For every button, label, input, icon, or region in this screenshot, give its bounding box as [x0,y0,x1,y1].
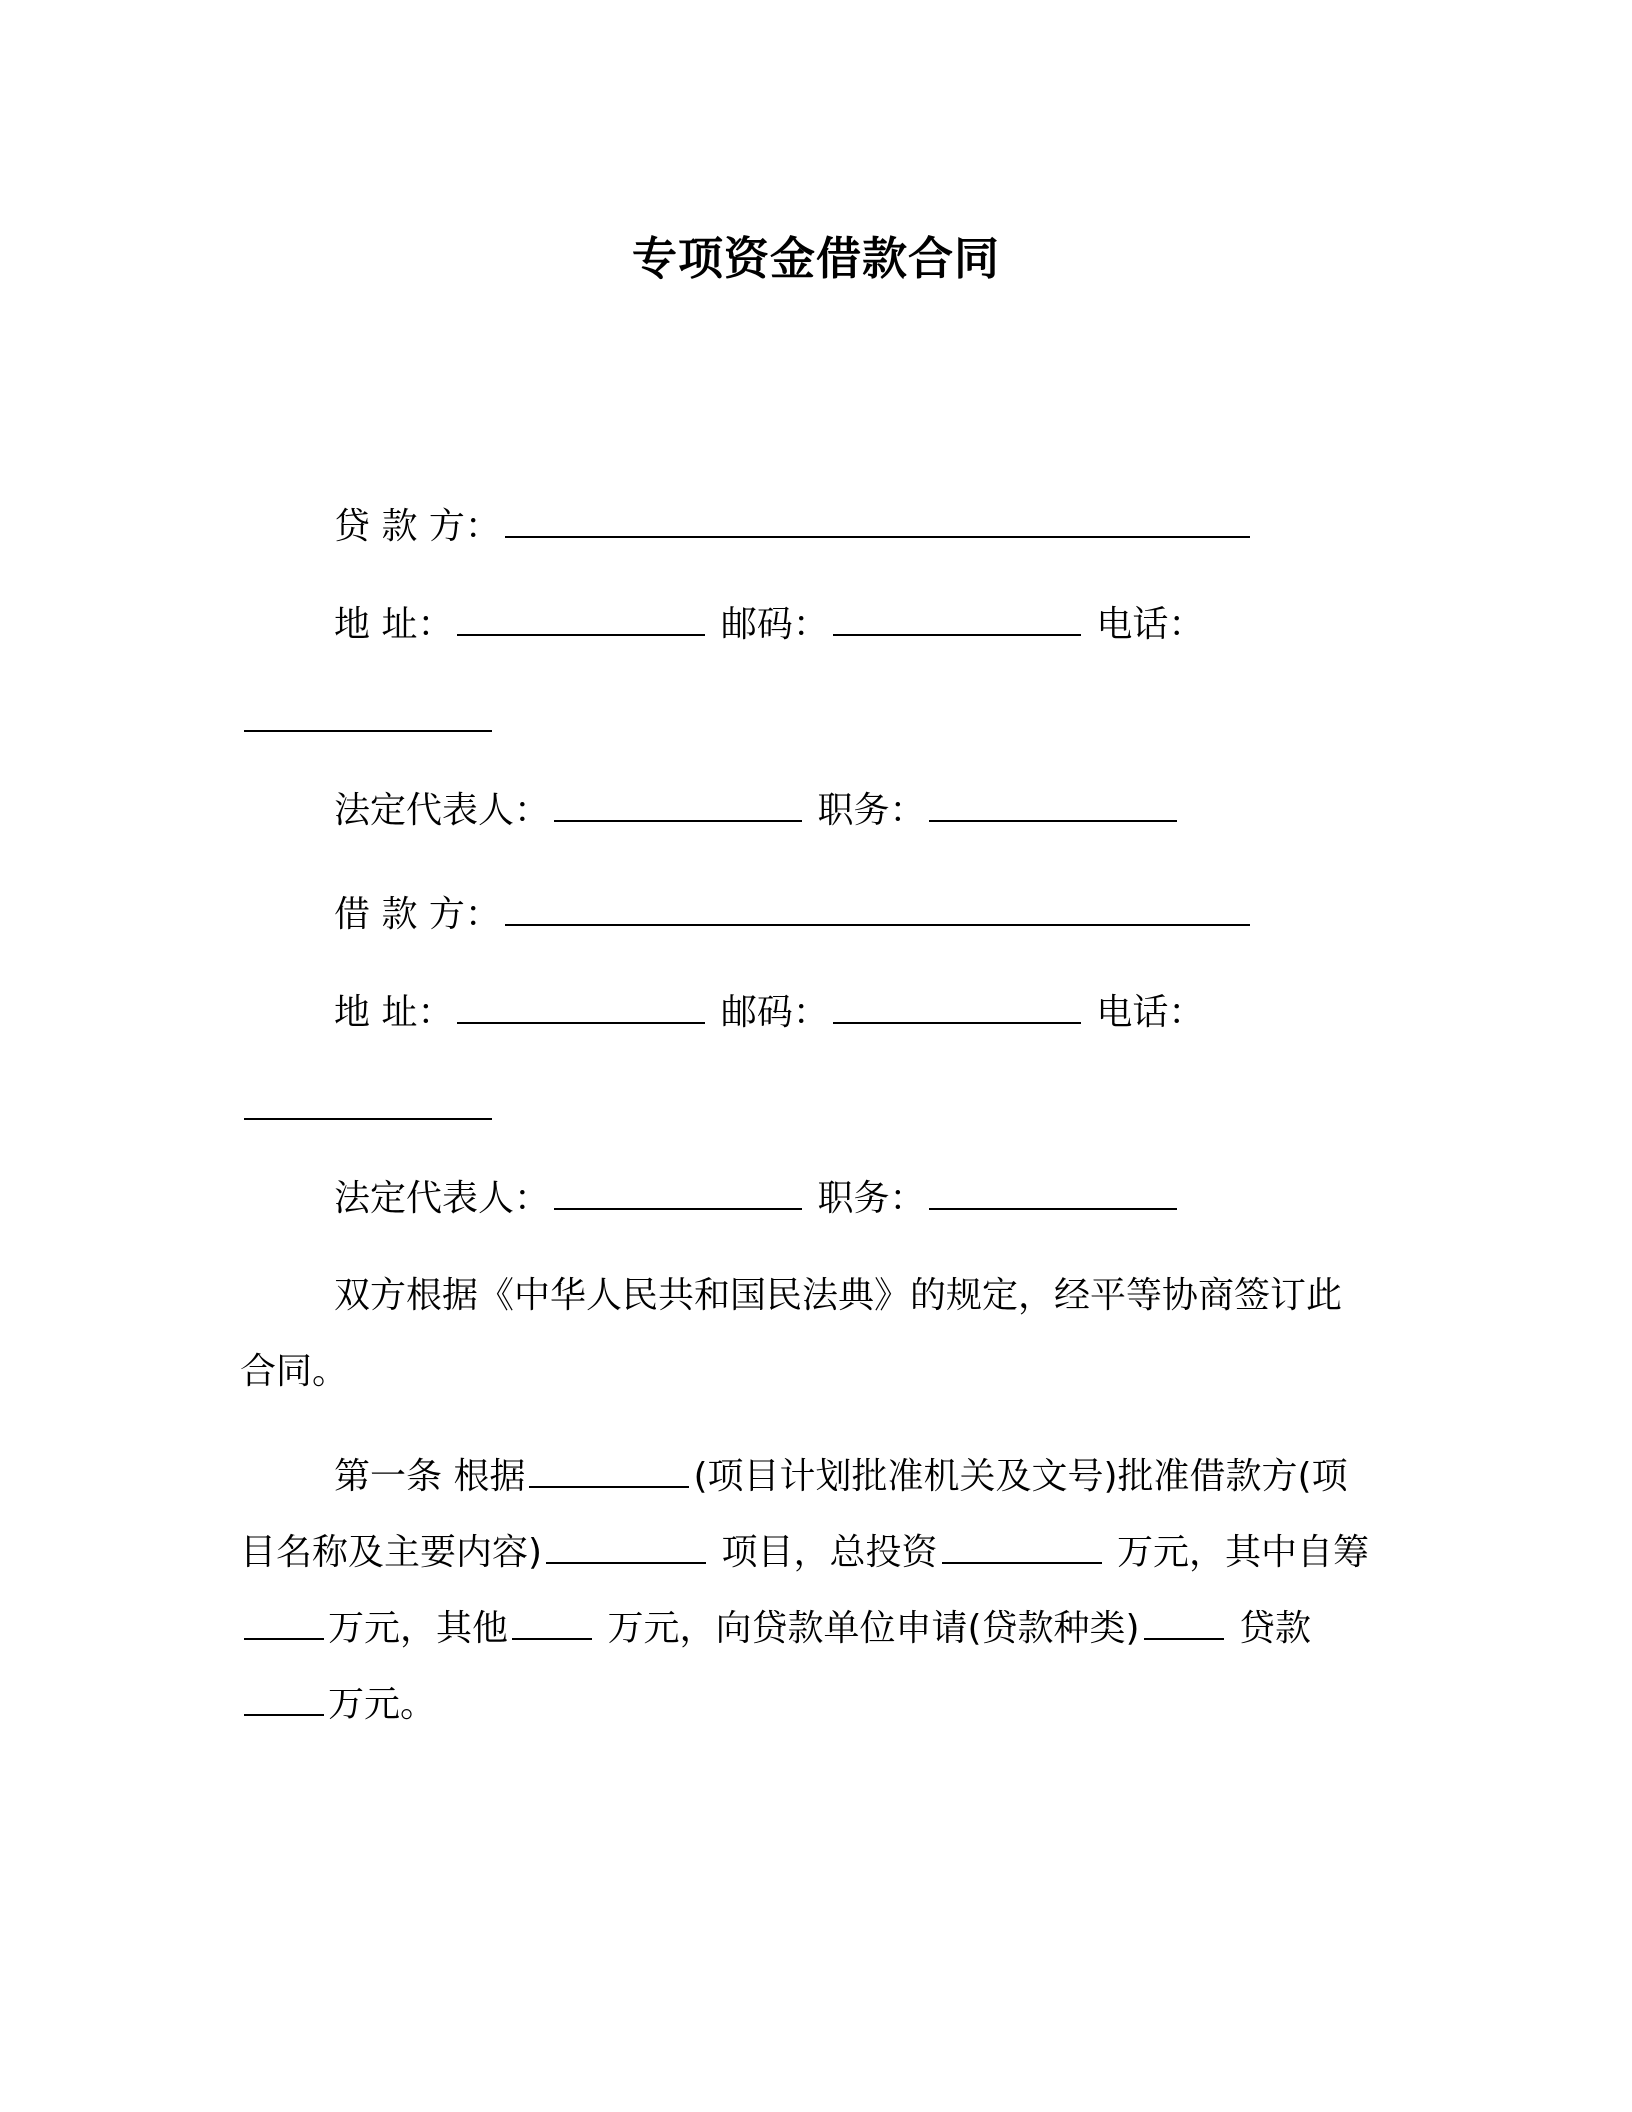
article1-line-2 [240,1532,1369,1573]
document-title: 专项资金借款合同 [631,232,1000,285]
borrower-postcode-label: 邮码： [720,992,829,1033]
borrower-position-label: 职务： [817,1178,926,1219]
lender-phone-blank[interactable] [244,700,492,732]
borrower-postcode-blank[interactable] [833,992,1081,1024]
lender-line [334,506,1254,547]
article1-text-6: 万元，向贷款单位申请(贷款种类) [607,1608,1140,1649]
borrower-address-blank[interactable] [457,992,705,1024]
article1-text-2: 目名称及主要内容) [240,1532,543,1573]
lender-rep-label: 法定代表人： [334,790,551,831]
lender-name-blank[interactable] [505,506,1250,538]
loan-amount-blank[interactable] [244,1684,324,1716]
article1-text-3: 项目，总投资 [721,1532,938,1573]
loan-type-blank[interactable] [1144,1608,1224,1640]
borrower-rep-blank[interactable] [554,1178,802,1210]
lender-phone-line [240,700,496,741]
article1-heading: 第一条 根据 [334,1456,526,1497]
borrower-rep-line [334,1178,1181,1219]
lender-phone-label: 电话： [1096,604,1205,645]
borrower-address-line [334,992,1204,1033]
total-investment-blank[interactable] [942,1532,1102,1564]
preamble-line-2: 合同。 [240,1351,349,1392]
lender-postcode-blank[interactable] [833,604,1081,636]
lender-address-line [334,604,1204,645]
article1-line-4 [240,1684,436,1725]
lender-rep-line [334,790,1181,831]
borrower-phone-blank[interactable] [244,1088,492,1120]
lender-position-label: 职务： [817,790,926,831]
borrower-rep-label: 法定代表人： [334,1178,551,1219]
self-raised-blank[interactable] [244,1608,324,1640]
article1-text-5: 万元，其他 [328,1608,509,1649]
article1-line-1 [334,1456,1348,1497]
project-name-blank[interactable] [546,1532,706,1564]
other-funds-blank[interactable] [512,1608,592,1640]
lender-address-blank[interactable] [457,604,705,636]
article1-text-4: 万元，其中自筹 [1116,1532,1369,1573]
borrower-phone-label: 电话： [1096,992,1205,1033]
lender-postcode-label: 邮码： [720,604,829,645]
borrower-position-blank[interactable] [929,1178,1177,1210]
lender-rep-blank[interactable] [554,790,802,822]
lender-address-label: 地 址： [334,604,454,645]
borrower-phone-line [240,1088,496,1129]
lender-position-blank[interactable] [929,790,1177,822]
approval-authority-blank[interactable] [529,1456,689,1488]
borrower-address-label: 地 址： [334,992,454,1033]
article1-text-7: 贷款 [1239,1608,1312,1649]
preamble-line-1: 双方根据《中华人民共和国民法典》的规定，经平等协商签订此 [334,1275,1343,1316]
lender-label: 贷 款 方： [334,506,501,547]
article1-text-1: (项目计划批准机关及文号)批准借款方(项 [693,1456,1348,1497]
article1-line-3 [240,1608,1311,1649]
borrower-name-blank[interactable] [505,894,1250,926]
borrower-label: 借 款 方： [334,894,501,935]
article1-text-8: 万元。 [328,1684,437,1725]
borrower-line [334,894,1254,935]
